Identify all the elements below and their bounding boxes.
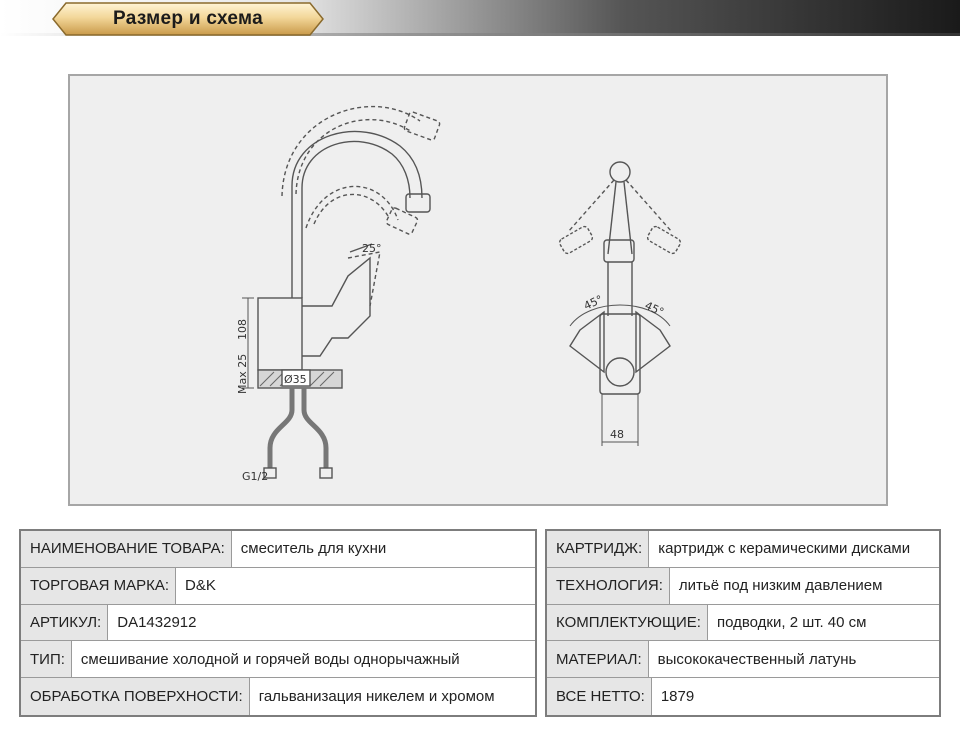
spec-value: смеситель для кухни (240, 540, 387, 558)
section-title: Размер и схема (113, 8, 263, 29)
dimension-max25-label: Max 25 (236, 353, 249, 394)
spec-row-surface (21, 678, 535, 715)
angle-45-right-label: 45° (642, 298, 666, 319)
spec-value: D&K (185, 577, 216, 595)
spec-label: МАТЕРИАЛ: (547, 641, 649, 677)
spec-value: подводки, 2 шт. 40 см (716, 613, 867, 631)
dimension-108-label: 108 (236, 319, 249, 340)
spec-row-cartridge (547, 531, 939, 568)
spec-row-weight (547, 678, 939, 715)
spec-label: АРТИКУЛ: (21, 605, 108, 641)
spec-row-components (547, 605, 939, 642)
spec-row-type (21, 641, 535, 678)
spec-row-material (547, 641, 939, 678)
spec-label: НАИМЕНОВАНИЕ ТОВАРА: (21, 531, 232, 567)
spec-value: высококачественный латунь (657, 650, 857, 668)
side-view (242, 107, 440, 478)
spec-value: DA1432912 (117, 613, 197, 631)
spec-label: ВСЕ НЕТТО: (547, 678, 652, 715)
spec-row-brand (21, 568, 535, 605)
faucet-drawing (70, 76, 886, 504)
section-title-badge (52, 2, 324, 36)
spec-label: КАРТРИДЖ: (547, 531, 649, 567)
faucet-diagram (68, 74, 888, 506)
spec-value: литьё под низким давлением (678, 577, 883, 595)
thread-label: G1/2 (242, 470, 269, 483)
spec-label: ТИП: (21, 641, 72, 677)
spec-label: ТЕХНОЛОГИЯ: (547, 568, 670, 604)
front-view (558, 162, 682, 446)
spec-label: ОБРАБОТКА ПОВЕРХНОСТИ: (21, 678, 250, 715)
angle-45-left-label: 45° (581, 292, 605, 313)
spec-value: картридж с керамическими дисками (658, 540, 911, 558)
spec-label: ТОРГОВАЯ МАРКА: (21, 568, 176, 604)
spec-table-right (545, 529, 941, 717)
angle-25-label: 25° (362, 242, 382, 255)
spec-value: гальванизация никелем и хромом (258, 688, 495, 706)
spec-row-article (21, 605, 535, 642)
spec-row-technology (547, 568, 939, 605)
dimension-35-label: Ø35 (284, 373, 307, 386)
dimension-48-label: 48 (610, 428, 624, 441)
spec-value: 1879 (660, 688, 695, 706)
spec-row-name (21, 531, 535, 568)
spec-table-left (19, 529, 537, 717)
spec-value: смешивание холодной и горячей воды однорычажный (80, 650, 460, 668)
spec-label: КОМПЛЕКТУЮЩИЕ: (547, 605, 708, 641)
